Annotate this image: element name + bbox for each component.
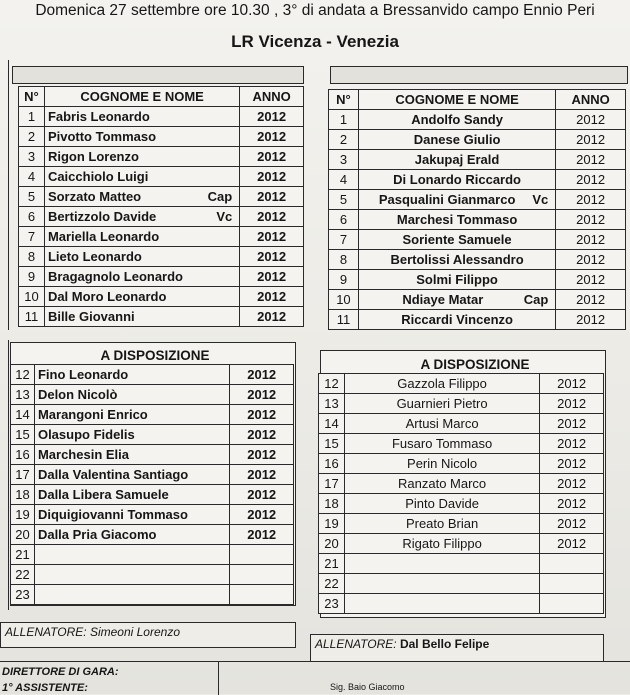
director-label: DIRETTORE DI GARA: xyxy=(2,666,119,678)
player-name xyxy=(44,287,239,307)
bench-row xyxy=(319,374,604,394)
player-number: 8 xyxy=(329,250,359,270)
player-year: 2012 xyxy=(556,310,626,330)
player-row xyxy=(329,230,626,250)
left-edge-fragment xyxy=(0,340,9,610)
player-number: 7 xyxy=(329,230,359,250)
bench-name: Pinto Davide xyxy=(344,494,539,514)
player-name-text: Soriente Samuele xyxy=(402,232,512,247)
player-name-text: Pasqualini Gianmarco xyxy=(378,192,516,207)
bench-row xyxy=(319,414,604,434)
bench-name: Dalla Valentina Santiago xyxy=(34,465,229,485)
bench-row xyxy=(319,434,604,454)
player-year: 2012 xyxy=(240,187,304,207)
player-name xyxy=(358,290,555,310)
bench-name: Ranzato Marco xyxy=(344,474,539,494)
player-year: 2012 xyxy=(556,290,626,310)
bench-number: 17 xyxy=(319,474,345,494)
bench-number: 14 xyxy=(319,414,345,434)
bench-year: 2012 xyxy=(540,434,604,454)
lineup-header-bar xyxy=(12,66,304,84)
bench-year xyxy=(230,585,294,605)
bench-year: 2012 xyxy=(230,425,294,445)
bench-year: 2012 xyxy=(540,414,604,434)
player-name-text: Bertolissi Alessandro xyxy=(390,252,524,267)
bench-year: 2012 xyxy=(230,405,294,425)
player-name-text: Bertizzolo Davide xyxy=(47,209,157,224)
bench-number: 13 xyxy=(319,394,345,414)
player-name xyxy=(44,127,239,147)
player-name-text: Pivotto Tommaso xyxy=(47,129,157,144)
player-year: 2012 xyxy=(556,190,626,210)
bench-year: 2012 xyxy=(230,385,294,405)
player-name-text: Bragagnolo Leonardo xyxy=(47,269,183,284)
bench-year: 2012 xyxy=(540,474,604,494)
bench-name: Guarnieri Pietro xyxy=(344,394,539,414)
player-row xyxy=(19,267,304,287)
bench-row xyxy=(319,494,604,514)
bench-row xyxy=(11,405,294,425)
player-number: 3 xyxy=(329,150,359,170)
player-number: 6 xyxy=(19,207,45,227)
bench-name xyxy=(344,574,539,594)
right-bench-title: A DISPOSIZIONE xyxy=(420,357,530,372)
bench-number: 20 xyxy=(11,525,35,545)
player-number: 5 xyxy=(329,190,359,210)
bench-year: 2012 xyxy=(540,454,604,474)
left-edge-fragment xyxy=(0,60,9,330)
bench-row xyxy=(11,525,294,545)
bench-number: 23 xyxy=(319,594,345,614)
bench-number: 16 xyxy=(319,454,345,474)
bench-year xyxy=(230,545,294,565)
col-name: COGNOME E NOME xyxy=(358,90,555,110)
player-number: 5 xyxy=(19,187,45,207)
bench-row xyxy=(11,425,294,445)
bench-year: 2012 xyxy=(540,374,604,394)
bench-name: Artusi Marco xyxy=(344,414,539,434)
player-row xyxy=(329,150,626,170)
player-role: Vc xyxy=(532,192,549,207)
player-name xyxy=(44,147,239,167)
player-name xyxy=(44,227,239,247)
player-row xyxy=(19,127,304,147)
player-year: 2012 xyxy=(240,227,304,247)
player-row xyxy=(329,290,626,310)
player-name xyxy=(44,267,239,287)
bench-year: 2012 xyxy=(540,534,604,554)
player-name xyxy=(358,190,555,210)
bench-name: Marchesin Elia xyxy=(34,445,229,465)
player-number: 3 xyxy=(19,147,45,167)
bench-name: Preato Brian xyxy=(344,514,539,534)
player-name xyxy=(44,247,239,267)
player-name-text: Rigon Lorenzo xyxy=(47,149,139,164)
match-title: LR Vicenza - Venezia xyxy=(231,32,399,51)
official-note: Sig. Baio Giacomo xyxy=(330,682,405,692)
right-coach-field xyxy=(310,634,604,662)
bench-name xyxy=(34,585,229,605)
bench-number: 21 xyxy=(319,554,345,574)
bench-row xyxy=(319,454,604,474)
player-name-text: Fabris Leonardo xyxy=(47,109,150,124)
player-name-text: Solmi Filippo xyxy=(416,272,498,287)
player-name xyxy=(44,107,239,127)
col-num: N° xyxy=(19,87,45,107)
player-name-text: Dal Moro Leonardo xyxy=(47,289,167,304)
bench-name: Diquigiovanni Tommaso xyxy=(34,505,229,525)
player-row xyxy=(329,190,626,210)
col-year: ANNO xyxy=(240,87,304,107)
player-year: 2012 xyxy=(556,170,626,190)
bench-name xyxy=(344,554,539,574)
officials-section xyxy=(0,661,630,695)
col-num: N° xyxy=(329,90,359,110)
player-row xyxy=(19,207,304,227)
bench-row xyxy=(11,505,294,525)
player-row xyxy=(19,227,304,247)
player-name-text: Lieto Leonardo xyxy=(47,249,142,264)
col-name: COGNOME E NOME xyxy=(44,87,239,107)
bench-name: Rigato Filippo xyxy=(344,534,539,554)
bench-year: 2012 xyxy=(230,525,294,545)
bench-row xyxy=(11,545,294,565)
bench-number: 18 xyxy=(11,485,35,505)
player-year: 2012 xyxy=(240,167,304,187)
player-name xyxy=(358,270,555,290)
player-row xyxy=(329,270,626,290)
player-year: 2012 xyxy=(556,270,626,290)
bench-year xyxy=(540,574,604,594)
player-number: 7 xyxy=(19,227,45,247)
bench-number: 19 xyxy=(319,514,345,534)
footer-divider xyxy=(218,662,219,695)
bench-number: 15 xyxy=(319,434,345,454)
assistant-label: 1° ASSISTENTE: xyxy=(2,682,88,694)
bench-number: 12 xyxy=(11,365,35,385)
player-number: 9 xyxy=(329,270,359,290)
player-year: 2012 xyxy=(240,207,304,227)
player-number: 8 xyxy=(19,247,45,267)
bench-name: Gazzola Filippo xyxy=(344,374,539,394)
player-year: 2012 xyxy=(240,147,304,167)
bench-number: 13 xyxy=(11,385,35,405)
bench-row xyxy=(11,385,294,405)
player-row xyxy=(329,250,626,270)
bench-name: Olasupo Fidelis xyxy=(34,425,229,445)
player-name-text: Marchesi Tommaso xyxy=(396,212,518,227)
bench-row xyxy=(11,465,294,485)
player-name-text: Danese Giulio xyxy=(413,132,501,147)
bench-name: Perin Nicolo xyxy=(344,454,539,474)
bench-name: Fino Leonardo xyxy=(34,365,229,385)
player-name xyxy=(44,307,239,327)
player-number: 4 xyxy=(329,170,359,190)
player-row xyxy=(329,210,626,230)
player-row xyxy=(329,170,626,190)
player-year: 2012 xyxy=(240,287,304,307)
coach-label: ALLENATORE: xyxy=(5,625,87,639)
bench-row xyxy=(11,565,294,585)
bench-year: 2012 xyxy=(230,365,294,385)
bench-number: 17 xyxy=(11,465,35,485)
coach-name: Dal Bello Felipe xyxy=(399,637,490,651)
player-year: 2012 xyxy=(240,247,304,267)
bench-row xyxy=(11,585,294,605)
bench-number: 23 xyxy=(11,585,35,605)
left-lineup-table xyxy=(18,86,304,327)
player-number: 1 xyxy=(19,107,45,127)
player-year: 2012 xyxy=(240,307,304,327)
player-name xyxy=(358,210,555,230)
bench-number: 19 xyxy=(11,505,35,525)
bench-year xyxy=(540,594,604,614)
player-year: 2012 xyxy=(556,110,626,130)
player-name xyxy=(358,310,555,330)
lineup-header-bar xyxy=(330,66,628,84)
bench-number: 18 xyxy=(319,494,345,514)
bench-year: 2012 xyxy=(230,465,294,485)
bench-year: 2012 xyxy=(540,514,604,534)
bench-number: 21 xyxy=(11,545,35,565)
player-year: 2012 xyxy=(556,250,626,270)
bench-row xyxy=(319,474,604,494)
bench-number: 20 xyxy=(319,534,345,554)
bench-name: Marangoni Enrico xyxy=(34,405,229,425)
player-name xyxy=(358,230,555,250)
player-name xyxy=(358,150,555,170)
player-role: Cap xyxy=(207,189,233,204)
player-role: Cap xyxy=(523,292,549,307)
bench-name xyxy=(34,545,229,565)
player-row xyxy=(329,110,626,130)
bench-row xyxy=(11,445,294,465)
player-name xyxy=(44,187,239,207)
right-bench-table xyxy=(318,373,604,614)
bench-number: 22 xyxy=(319,574,345,594)
match-info: Domenica 27 settembre ore 10.30 , 3° di andata a Bressanvido campo Ennio Peri xyxy=(35,2,595,19)
coach-label: ALLENATORE: xyxy=(315,637,397,651)
player-name xyxy=(358,250,555,270)
bench-year: 2012 xyxy=(540,394,604,414)
bench-number: 12 xyxy=(319,374,345,394)
player-number: 11 xyxy=(329,310,359,330)
bench-year: 2012 xyxy=(230,485,294,505)
player-year: 2012 xyxy=(240,127,304,147)
bench-row xyxy=(319,534,604,554)
bench-number: 14 xyxy=(11,405,35,425)
player-number: 1 xyxy=(329,110,359,130)
player-row xyxy=(19,147,304,167)
player-row xyxy=(19,307,304,327)
player-name-text: Ndiaye Matar xyxy=(402,292,484,307)
bench-row xyxy=(11,485,294,505)
player-row xyxy=(329,130,626,150)
player-number: 6 xyxy=(329,210,359,230)
bench-number: 16 xyxy=(11,445,35,465)
bench-row xyxy=(319,594,604,614)
player-year: 2012 xyxy=(556,210,626,230)
player-year: 2012 xyxy=(240,267,304,287)
player-name xyxy=(358,130,555,150)
right-lineup-table xyxy=(328,89,626,330)
bench-row xyxy=(319,394,604,414)
left-bench-title: A DISPOSIZIONE xyxy=(100,348,210,363)
player-name-text: Andolfo Sandy xyxy=(411,112,503,127)
player-role: Vc xyxy=(216,209,233,224)
bench-name: Dalla Libera Samuele xyxy=(34,485,229,505)
player-year: 2012 xyxy=(556,230,626,250)
player-name-text: Di Lonardo Riccardo xyxy=(393,172,521,187)
bench-name: Fusaro Tommaso xyxy=(344,434,539,454)
bench-name: Dalla Pria Giacomo xyxy=(34,525,229,545)
player-year: 2012 xyxy=(240,107,304,127)
player-name-text: Caicchiolo Luigi xyxy=(47,169,149,184)
bench-row xyxy=(319,574,604,594)
bench-number: 22 xyxy=(11,565,35,585)
bench-row xyxy=(319,554,604,574)
bench-name xyxy=(34,565,229,585)
bench-row xyxy=(319,514,604,534)
player-row xyxy=(19,187,304,207)
left-bench-table xyxy=(10,364,294,605)
player-row xyxy=(329,310,626,330)
player-name xyxy=(358,110,555,130)
player-name-text: Riccardi Vincenzo xyxy=(401,312,513,327)
player-name-text: Bille Giovanni xyxy=(47,309,135,324)
bench-name: Delon Nicolò xyxy=(34,385,229,405)
player-number: 11 xyxy=(19,307,45,327)
player-name xyxy=(358,170,555,190)
coach-name: Simeoni Lorenzo xyxy=(89,625,180,639)
player-year: 2012 xyxy=(556,130,626,150)
player-name-text: Sorzato Matteo xyxy=(47,189,142,204)
player-number: 2 xyxy=(329,130,359,150)
bench-year: 2012 xyxy=(230,505,294,525)
player-year: 2012 xyxy=(556,150,626,170)
bench-year xyxy=(230,565,294,585)
bench-year xyxy=(540,554,604,574)
player-number: 10 xyxy=(19,287,45,307)
bench-year: 2012 xyxy=(230,445,294,465)
player-name-text: Mariella Leonardo xyxy=(47,229,160,244)
bench-name xyxy=(344,594,539,614)
col-year: ANNO xyxy=(556,90,626,110)
bench-year: 2012 xyxy=(540,494,604,514)
player-name-text: Jakupaj Erald xyxy=(414,152,500,167)
bench-row xyxy=(11,365,294,385)
player-number: 4 xyxy=(19,167,45,187)
player-row xyxy=(19,107,304,127)
player-number: 10 xyxy=(329,290,359,310)
player-row xyxy=(19,287,304,307)
player-name xyxy=(44,207,239,227)
player-number: 2 xyxy=(19,127,45,147)
player-number: 9 xyxy=(19,267,45,287)
player-name xyxy=(44,167,239,187)
player-row xyxy=(19,167,304,187)
left-coach-field xyxy=(0,622,296,648)
player-row xyxy=(19,247,304,267)
bench-number: 15 xyxy=(11,425,35,445)
